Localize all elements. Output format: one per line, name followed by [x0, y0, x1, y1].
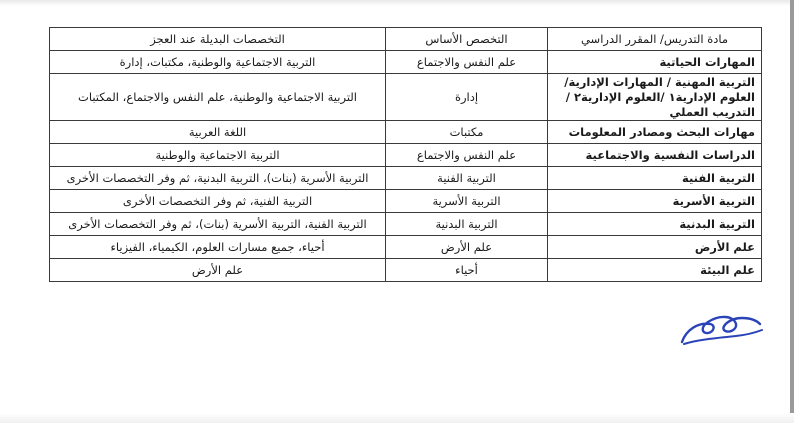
table-row [50, 190, 762, 213]
main-specialization-cell: علم الأرض [386, 236, 548, 259]
main-specialization-cell: أحياء [386, 259, 548, 282]
right-edge-bar [790, 0, 794, 423]
table-row [50, 74, 762, 121]
main-specialization-cell: التربية الفنية [386, 167, 548, 190]
alternative-specializations-cell: علم الأرض [50, 259, 386, 282]
table-row [50, 121, 762, 144]
table-row [50, 236, 762, 259]
alternative-specializations-cell: التربية الفنية، ثم وفر التخصصات الأخرى [50, 190, 386, 213]
subject-cell: علم الأرض [548, 236, 762, 259]
alternative-specializations-cell: التربية الاجتماعية والوطنية [50, 144, 386, 167]
alternative-specializations-table [49, 27, 762, 282]
subject-cell: التربية الفنية [548, 167, 762, 190]
subject-cell: التربية الأسرية [548, 190, 762, 213]
table-row [50, 213, 762, 236]
header-alternative-specializations: التخصصات البديلة عند العجز [50, 28, 386, 51]
subject-cell: المهارات الحياتية [548, 51, 762, 74]
subject-cell: علم البيئة [548, 259, 762, 282]
header-main-specialization: التخصص الأساس [386, 28, 548, 51]
handwritten-signature [676, 300, 766, 350]
subject-cell: التربية المهنية / المهارات الإدارية/ العلوم الإدارية١ /العلوم الإدارية٢ / التدريب العملي [548, 74, 762, 121]
subject-cell: مهارات البحث ومصادر المعلومات [548, 121, 762, 144]
top-edge-shade [0, 0, 794, 6]
alternative-specializations-cell: اللغة العربية [50, 121, 386, 144]
subject-cell: الدراسات النفسية والاجتماعية [548, 144, 762, 167]
alternative-specializations-cell: التربية الاجتماعية والوطنية، مكتبات، إدارة [50, 51, 386, 74]
alternative-specializations-cell: التربية الفنية، التربية الأسرية (بنات)، ثم وفر التخصصات الأخرى [50, 213, 386, 236]
alternative-specializations-cell: أحياء، جميع مسارات العلوم، الكيمياء، الفيزياء [50, 236, 386, 259]
main-specialization-cell: التربية البدنية [386, 213, 548, 236]
main-specialization-cell: علم النفس والاجتماع [386, 51, 548, 74]
main-specialization-cell: مكتبات [386, 121, 548, 144]
alternative-specializations-cell: التربية الأسرية (بنات)، التربية البدنية، ثم وفر التخصصات الأخرى [50, 167, 386, 190]
main-specialization-cell: إدارة [386, 74, 548, 121]
table-row [50, 144, 762, 167]
table-row [50, 51, 762, 74]
alternative-specializations-cell: التربية الاجتماعية والوطنية، علم النفس والاجتماع، المكتبات [50, 74, 386, 121]
table-row [50, 259, 762, 282]
main-specialization-cell: التربية الأسرية [386, 190, 548, 213]
header-subject: مادة التدريس/ المقرر الدراسي [548, 28, 762, 51]
subject-cell: التربية البدنية [548, 213, 762, 236]
table-header-row [50, 28, 762, 51]
main-specialization-cell: علم النفس والاجتماع [386, 144, 548, 167]
table-row [50, 167, 762, 190]
bottom-edge-shade [0, 413, 794, 423]
